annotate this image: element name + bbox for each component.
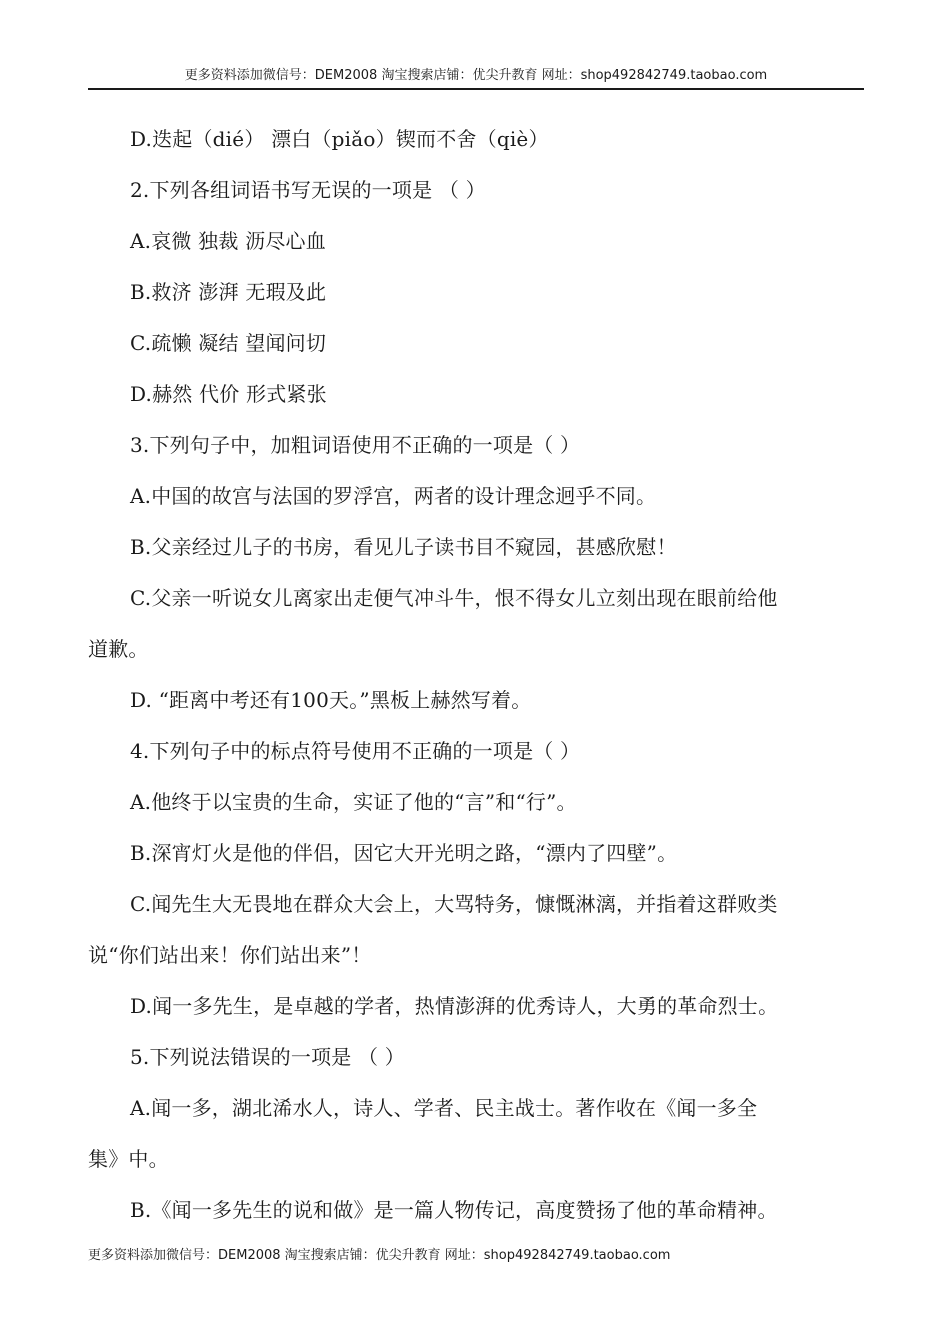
option-line: A.中国的故宫与法国的罗浮宫，两者的设计理念迥乎不同。 — [130, 484, 657, 508]
question-line: 4.下列句子中的标点符号使用不正确的一项是（ ） — [130, 739, 581, 763]
option-line-continuation: 道歉。 — [88, 637, 149, 661]
option-line: B.父亲经过儿子的书房，看见儿子读书目不窥园，甚感欣慰！ — [130, 535, 677, 559]
option-line: D.迭起（dié） 漂白（piǎo）锲而不舍（qiè） — [130, 127, 549, 151]
option-line: B.深宵灯火是他的伴侣，因它大开光明之路，“漂内了四壁”。 — [130, 841, 678, 865]
option-line: A.闻一多，湖北浠水人，诗人、学者、民主战士。著作收在《闻一多全 — [130, 1096, 758, 1120]
document-body — [88, 114, 864, 1236]
page-footer: 更多资料添加微信号：DEM2008 淘宝搜索店铺：优尖升教育 网址：shop492842749.taobao.com — [88, 1248, 671, 1263]
option-line: A.哀微 独裁 沥尽心血 — [130, 229, 326, 253]
option-line: D.闻一多先生，是卓越的学者，热情澎湃的优秀诗人，大勇的革命烈士。 — [130, 994, 779, 1018]
option-line: C.父亲一听说女儿离家出走便气冲斗牛，恨不得女儿立刻出现在眼前给他 — [130, 586, 778, 610]
question-line: 2.下列各组词语书写无误的一项是 （ ） — [130, 178, 486, 202]
question-line: 3.下列句子中，加粗词语使用不正确的一项是（ ） — [130, 433, 581, 457]
option-line: C.闻先生大无畏地在群众大会上，大骂特务，慷慨淋漓，并指着这群败类 — [130, 892, 778, 916]
option-line-continuation: 集》中。 — [88, 1147, 169, 1171]
option-line: C.疏懒 凝结 望闻问切 — [130, 331, 327, 355]
question-line: 5.下列说法错误的一项是 （ ） — [130, 1045, 405, 1069]
option-line: D. “距离中考还有100天。”黑板上赫然写着。 — [130, 688, 532, 712]
option-line: D.赫然 代价 形式紧张 — [130, 382, 327, 406]
option-line: B.《闻一多先生的说和做》是一篇人物传记，高度赞扬了他的革命精神。 — [130, 1198, 778, 1222]
option-line: B.救济 澎湃 无瑕及此 — [130, 280, 327, 304]
option-line: A.他终于以宝贵的生命，实证了他的“言”和“行”。 — [130, 790, 577, 814]
option-line-continuation: 说“你们站出来！你们站出来”！ — [88, 943, 372, 967]
page-header: 更多资料添加微信号：DEM2008 淘宝搜索店铺：优尖升教育 网址：shop492842749.taobao.com — [88, 66, 864, 90]
